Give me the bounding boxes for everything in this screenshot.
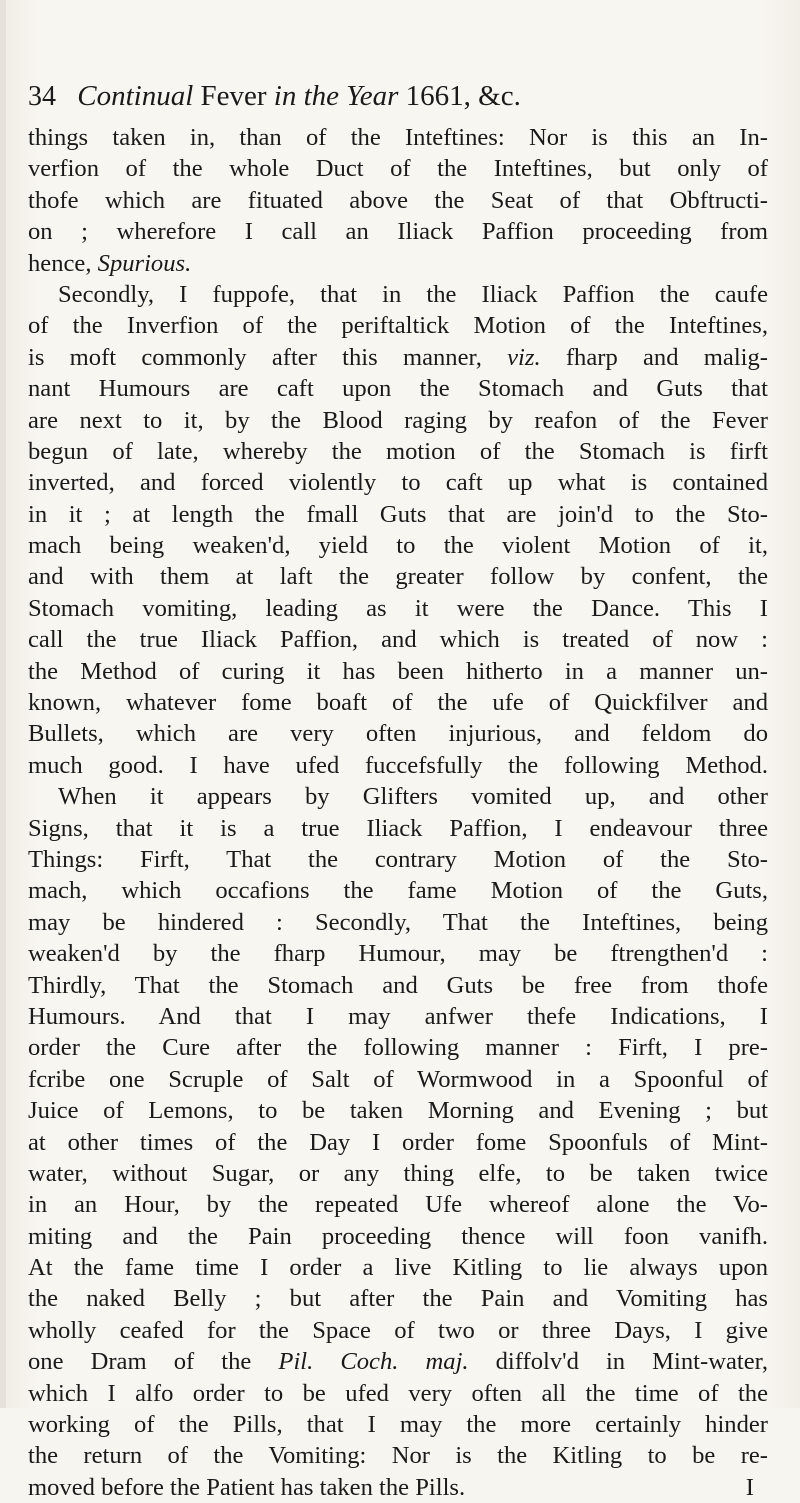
- page-number: 34: [28, 81, 56, 112]
- header-title-part: 1661, &c.: [398, 80, 521, 112]
- text-line: working of the Pills, that I may the more certainly hinder: [28, 1411, 768, 1439]
- text-line: at other times of the Day I order fome Spoonfuls of Mint-: [28, 1128, 768, 1156]
- header-title-part: Continual: [77, 80, 194, 112]
- text-line-content: moved before the Patient has taken the Pills.: [28, 1473, 466, 1501]
- text-line: in an Hour, by the repeated Ufe whereof alone the Vo-: [28, 1191, 768, 1219]
- text-line: on ; wherefore I call an Iliack Paffion proceeding from: [28, 218, 768, 246]
- header-title-part: in the Year: [273, 80, 399, 112]
- text-line: mach, which occafions the fame Motion of the Guts,: [28, 877, 768, 905]
- text-line: Stomach vomiting, leading as it were the Dance. This I: [28, 594, 768, 622]
- text-line: hence, Spurious.: [28, 249, 192, 277]
- text-line: thofe which are fituated above the Seat of that Obftructi-: [28, 186, 768, 214]
- text-line: Juice of Lemons, to be taken Morning and Evening ; but: [28, 1097, 768, 1125]
- text-line: one Dram of the Pil. Coch. maj. diffolv'd in Mint-water,: [28, 1348, 768, 1376]
- text-line: Bullets, which are very often injurious, and feldom do: [28, 720, 768, 748]
- text-line: inverted, and forced violently to caft up what is contained: [28, 469, 768, 497]
- catchword: I: [745, 1473, 754, 1501]
- text-line: fcribe one Scruple of Salt of Wormwood in a Spoonful of: [28, 1065, 768, 1093]
- text-line: call the true Iliack Paffion, and which is treated of now :: [28, 626, 768, 654]
- text-line: and with them at laft the greater follow by confent, the: [28, 563, 768, 591]
- text-line: Secondly, I fuppofe, that in the Iliack Paffion the caufe: [58, 280, 768, 308]
- text-line: At the fame time I order a live Kitling to lie always upon: [28, 1254, 768, 1282]
- text-line: weaken'd by the fharp Humour, may be ftrengthen'd :: [28, 940, 768, 968]
- text-line: of the Inverfion of the periftaltick Motion of the Inteftines,: [28, 312, 768, 340]
- text-line: much good. I have ufed fuccefsfully the following Method.: [28, 751, 768, 779]
- text-line: mach being weaken'd, yield to the violent Motion of it,: [28, 532, 768, 560]
- text-line: which I alfo order to be ufed very often all the time of the: [28, 1379, 768, 1407]
- text-line: verfion of the whole Duct of the Inteftines, but only of: [28, 155, 768, 183]
- header-title: [77, 80, 521, 112]
- body-text: [28, 122, 768, 1503]
- text-line: When it appears by Glifters vomited up, and other: [58, 783, 768, 811]
- text-line: things taken in, than of the Inteftines: Nor is this an In-: [28, 124, 768, 151]
- running-header: [28, 76, 748, 116]
- text-line: order the Cure after the following manner : Firft, I pre-: [28, 1034, 768, 1062]
- text-line: [28, 1472, 768, 1503]
- text-line: Thirdly, That the Stomach and Guts be free from thofe: [28, 971, 768, 999]
- text-line: the naked Belly ; but after the Pain and Vomiting has: [28, 1285, 768, 1313]
- text-line: begun of late, whereby the motion of the Stomach is firft: [28, 437, 768, 465]
- text-line: nant Humours are caft upon the Stomach and Guts that: [28, 375, 768, 403]
- text-line: wholly ceafed for the Space of two or three Days, I give: [28, 1316, 768, 1344]
- text-line: Humours. And that I may anfwer thefe Indications, I: [28, 1002, 768, 1030]
- text-line: are next to it, by the Blood raging by reafon of the Fever: [28, 406, 768, 434]
- text-line: the Method of curing it has been hitherto in a manner un-: [28, 657, 768, 685]
- text-line: may be hindered : Secondly, That the Inteftines, being: [28, 908, 768, 936]
- text-line: in it ; at length the fmall Guts that are join'd to the Sto-: [28, 500, 768, 528]
- text-line: Signs, that it is a true Iliack Paffion, I endeavour three: [28, 814, 768, 842]
- text-line: water, without Sugar, or any thing elfe, to be taken twice: [28, 1159, 768, 1187]
- page-gutter: [0, 0, 6, 1408]
- text-line: Things: Firft, That the contrary Motion of the Sto-: [28, 845, 768, 873]
- text-line: miting and the Pain proceeding thence will foon vanifh.: [28, 1222, 768, 1250]
- text-line: known, whatever fome boaft of the ufe of Quickfilver and: [28, 689, 768, 717]
- header-title-part: Fever: [193, 80, 274, 112]
- text-line: the return of the Vomiting: Nor is the Kitling to be re-: [28, 1442, 768, 1470]
- text-line: is moft commonly after this manner, viz. fharp and malig-: [28, 343, 768, 371]
